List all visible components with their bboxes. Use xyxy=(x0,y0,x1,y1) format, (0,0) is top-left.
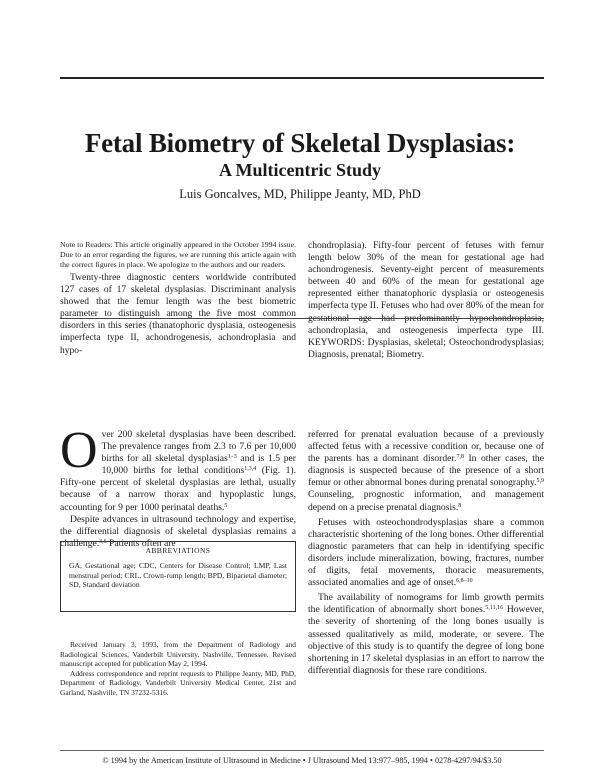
citation: 7,8 xyxy=(456,454,464,461)
body-intro-text-b: and is 1.5 per 10,000 births for lethal conditions xyxy=(101,453,296,477)
body-right-paragraph-3b: However, the severity of shortening of the long bones usually is assessed qualitatively as mild, moderate, or severe. The objective of this study is to quantify the degree of long bone shortening in 17 skeletal dysplasias in an effort to narrow the differential diagnosis for these rare conditions. xyxy=(308,604,545,676)
citation: 5 xyxy=(224,502,228,509)
body-right-paragraph-1b: In other cases, the diagnosis is suspected because of the presence of a short femur or other abnormal bones during prenatal sonography. xyxy=(308,453,544,489)
body-right-paragraph-3a: The availability of nomograms for limb growth permits the identification of abnormally short bones. xyxy=(308,592,544,616)
abstract-divider xyxy=(60,318,544,319)
body-right-paragraph-1c: Counseling, prognostic information, and management depend on a precise prenatal diagnosis. xyxy=(308,489,544,513)
received-info xyxy=(60,640,296,697)
abbreviations-text: GA, Gestational age; CDC, Centers for Disease Control; LMP, Last menstrual period; CRL, Crown-rump length; BPD, Biparietal diameter; SD, Standard deviation xyxy=(69,561,287,590)
abbreviations-title: ABBREVIATIONS xyxy=(145,546,211,555)
article-authors: Luis Goncalves, MD, Philippe Jeanty, MD, PhD xyxy=(179,187,421,201)
body-intro-text-c: (Fig. 1). Fifty-one percent of skeletal dysplasias are lethal, usually because of a narrow thorax and hypoplastic lungs, accounting for 9 per 1000 perinatal deaths. xyxy=(60,465,296,513)
top-rule xyxy=(60,77,544,79)
footer-rule xyxy=(60,750,544,751)
abstract-left-column xyxy=(60,240,296,357)
citation: 1,3,4 xyxy=(244,466,257,473)
body-paragraph-2b: Patients often are xyxy=(106,537,176,549)
keywords-label: KEYWORDS: xyxy=(308,337,365,348)
citation: 5,9 xyxy=(536,478,544,485)
abstract-right-column xyxy=(308,240,544,361)
body-intro-text-a: ver 200 skeletal dysplasias have been described. The prevalence ranges from 2.3 to 7.6 per 10,000 births for all skeletal dysplasias xyxy=(101,429,296,465)
body-right-column xyxy=(308,429,544,677)
keywords: Dysplasias, skeletal; Osteochondrodysplasias; Diagnosis, prenatal; Biometry. xyxy=(308,337,544,360)
abbreviations-box xyxy=(60,538,296,612)
body-right-paragraph-2: Fetuses with osteochondrodysplasias share a common characteristic shortening of the long bones. Other differential diagnostic parameters that can help in identifying specific disorders include mineralization, bowing, fractures, number of digits, fetal movements, thoracic measurements, associated anomalies and age of onset. xyxy=(308,516,544,589)
citation: 8 xyxy=(458,502,462,509)
citation: 1–3 xyxy=(227,454,237,461)
page-footer: © 1994 by the American Institute of Ultrasound in Medicine • J Ultrasound Med 13:977–985, 1994 • 0278-4297/94/$3.50 xyxy=(102,756,502,765)
body-left-column xyxy=(60,422,296,550)
correspondence-address: Address correspondence and reprint requests to Philippe Jeanty, MD, PhD, Department of Radiology, Vanderbilt University Medical Center, 21st and Garland, Nashville, TN 37232-5316. xyxy=(60,668,296,697)
citation: 3,6 xyxy=(99,538,107,545)
citation: 6,8–10 xyxy=(456,578,473,585)
abstract-paragraph-1: Twenty-three diagnostic centers worldwide contributed 127 cases of 17 skeletal dysplasias. Discriminant analysis showed that the femur length was the best biometric parameter to distinguish among the five most common disorders in this series (thanatophoric dysplasia, osteogenesis imperfecta type II, achondrogenesis, achondroplasia and hypo- xyxy=(60,273,296,356)
note-to-readers: Note to Readers: This article originally appeared in the October 1994 issue. Due to an error regarding the figures, we are running this article again with the correct figures in place. We apologize to the authors and our readers. xyxy=(60,240,296,269)
citation: 5,11,16 xyxy=(485,605,504,612)
article-title: Fetal Biometry of Skeletal Dysplasias: xyxy=(84,128,516,158)
article-subtitle: A Multicentric Study xyxy=(219,160,381,180)
received-dates: Received January 3, 1993, from the Department of Radiology and Radiological Sciences, Vanderbilt University, Nashville, Tennessee. Revised manuscript accepted for publication May 2, 1994. xyxy=(60,640,296,668)
drop-cap: O xyxy=(60,422,98,479)
abstract-paragraph-2: chondroplasia). Fifty-four percent of fetuses with femur length below 30% of the mean for gestational age had achondrogenesis. Seventy-eight percent of measurements between 40 and 60% of the mean for gestational age represented either thanatophoric dysplasia or osteogenesis imperfecta type II. Fetuses who had over 80% of the mean for gestational age had predominantly hypochondroplasia, achondroplasia, and osteogenesis imperfecta type III. xyxy=(308,241,544,336)
body-right-paragraph-1a: referred for prenatal evaluation because of a previously affected fetus with a recessive condition or, because one of the parents has a dominant disorder. xyxy=(308,429,544,465)
body-paragraph-2a: Despite advances in ultrasound technology and expertise, the differential diagnosis of skeletal dysplasias remains a challenge. xyxy=(60,513,296,549)
